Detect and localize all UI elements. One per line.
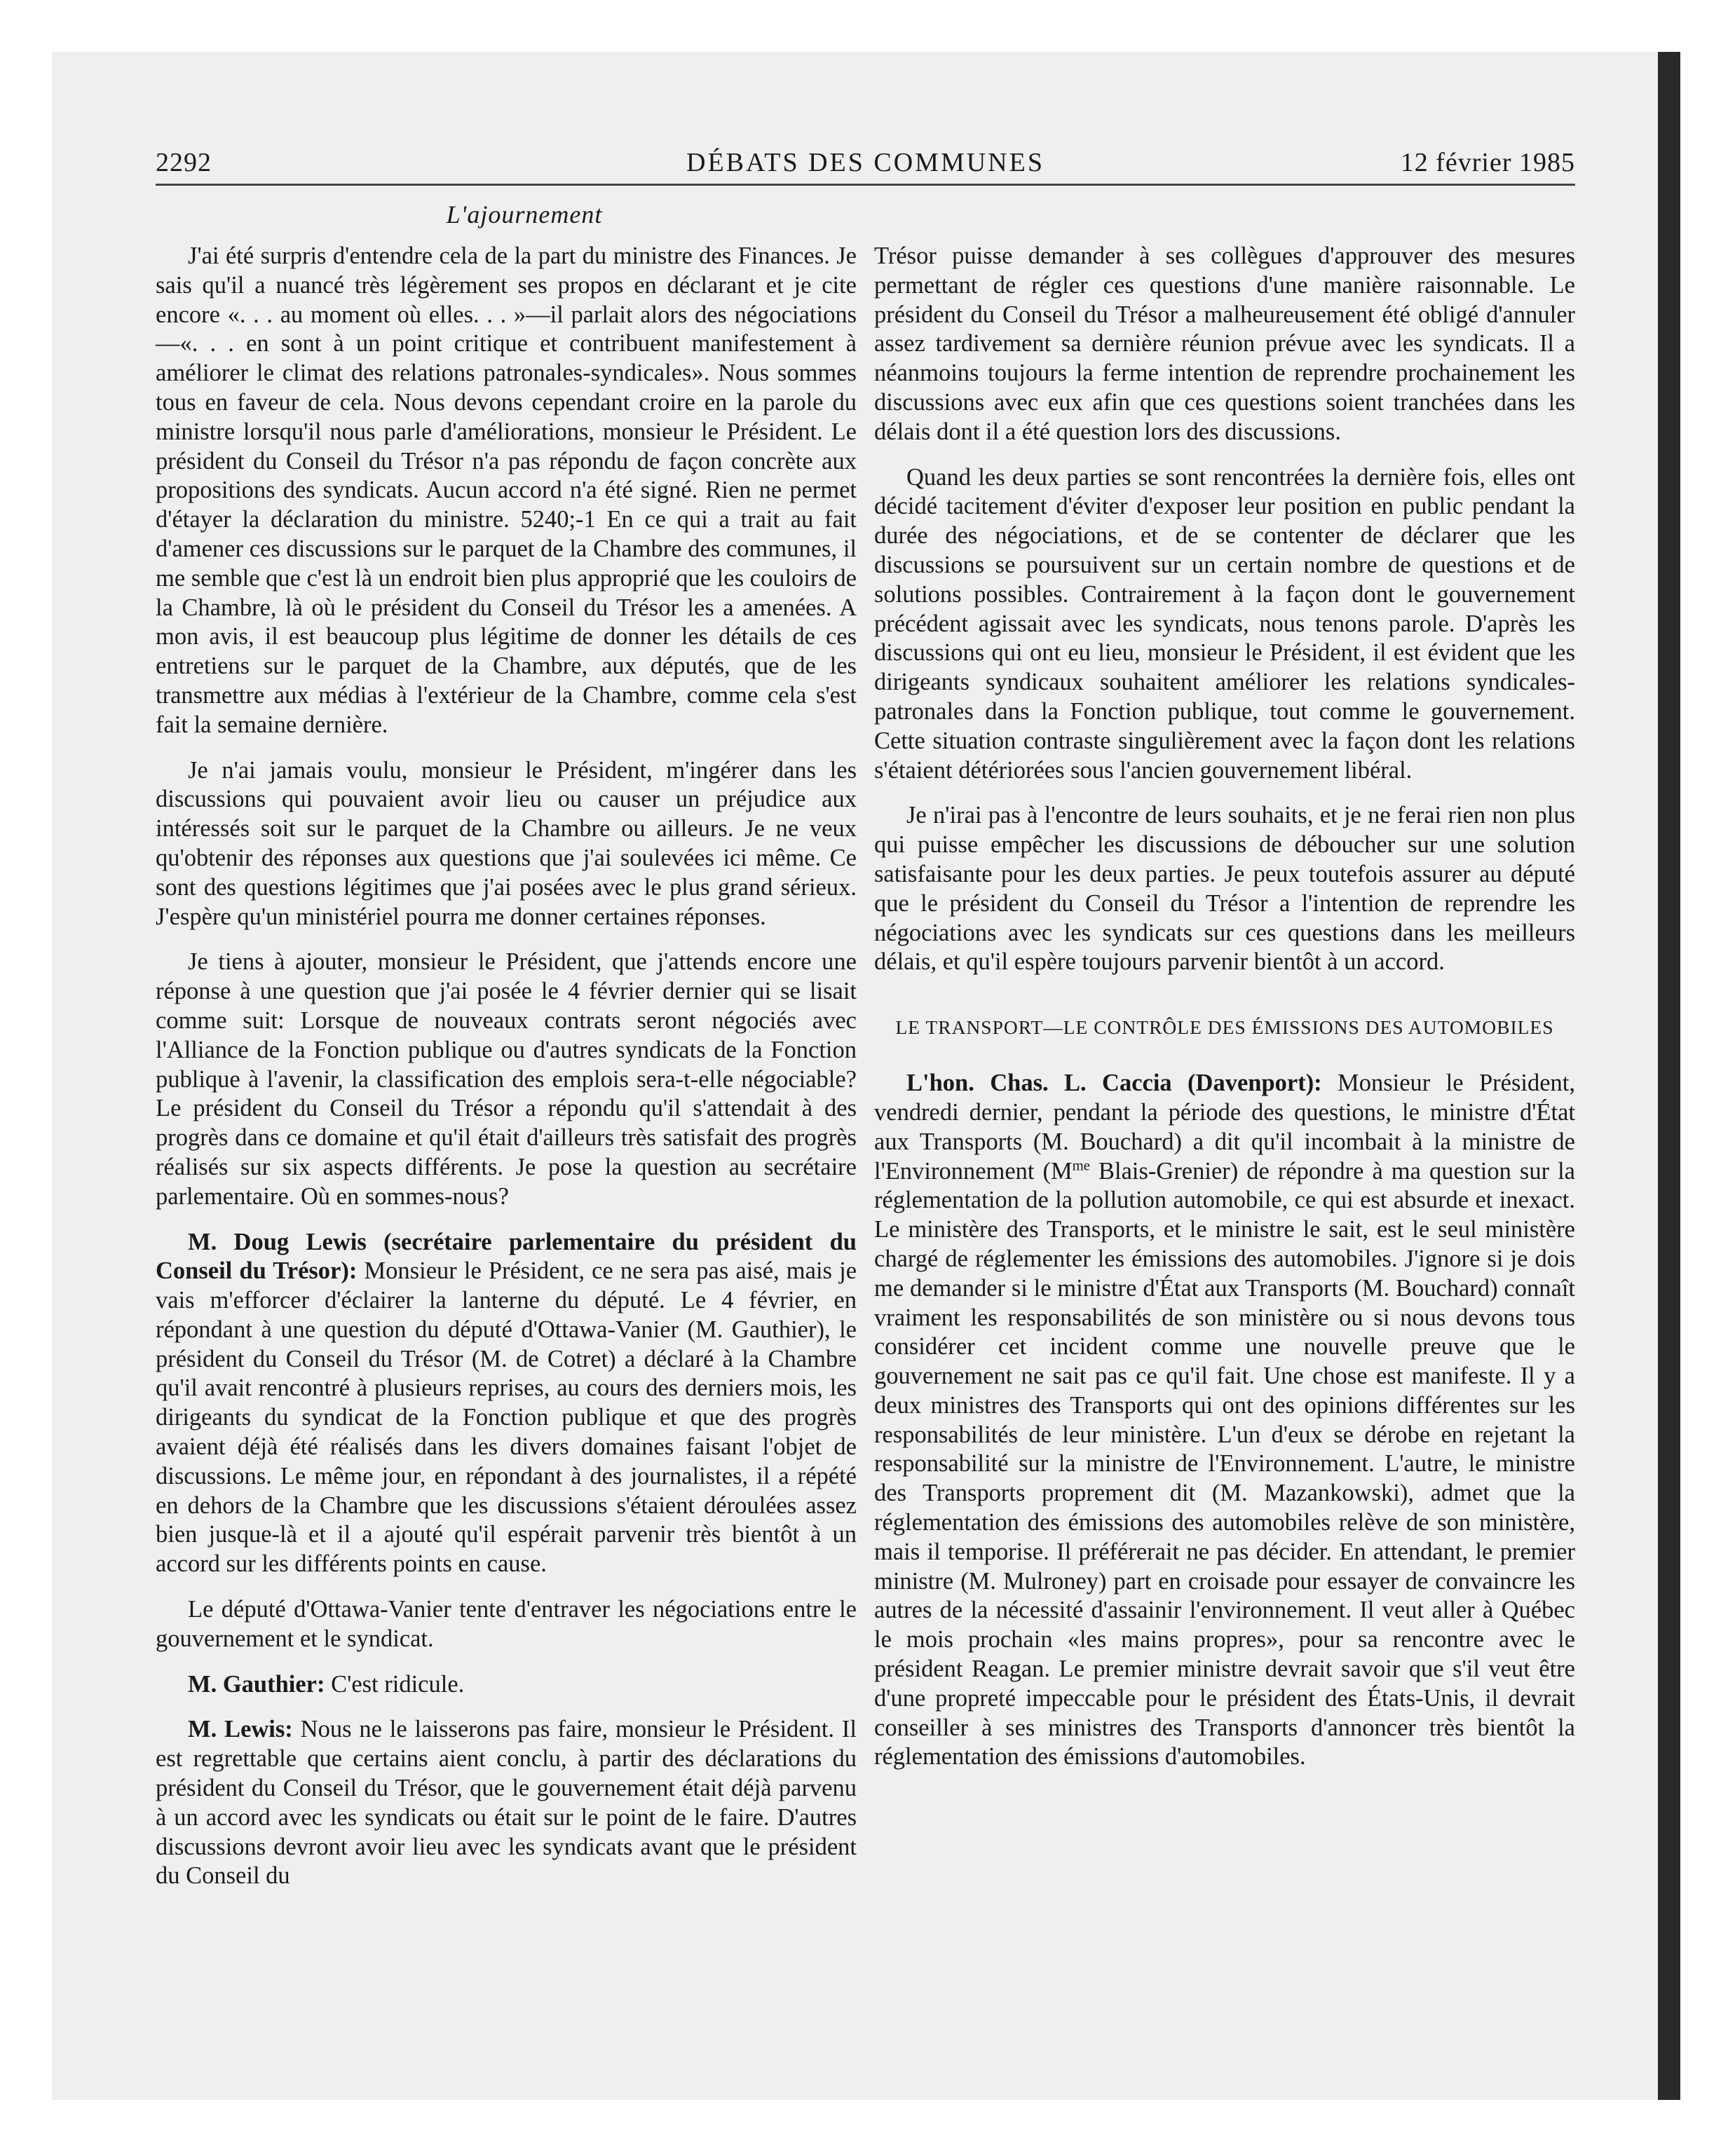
page-date: 12 février 1985 [1400, 148, 1575, 177]
header-rule [156, 184, 1575, 186]
paragraph: Quand les deux parties se sont rencontrées la dernière fois, elles ont décidé tacitement d'éviter d'exposer leur position en public pendant la durée des négociations, et de se contenter de déclarer que les discussions se poursuivent sur un certain nombre de questions et de solutions possibles. Contrairement à la façon dont le gouvernement précédent agissait avec les syndicats, nous tenons parole. D'après les discussions qui ont eu lieu, monsieur le Président, il est évident que les dirigeants syndicaux souhaitent améliorer les relations syndicales-patronales dans la Fonction publique, tout comme le gouvernement. Cette situation contraste singulièrement avec la façon dont les relations s'étaient détériorées sous l'ancien gouvernement libéral. [874, 463, 1575, 784]
speaker-name: M. Lewis: [188, 1716, 293, 1743]
speaker-name: L'hon. Chas. L. Caccia (Davenport): [906, 1070, 1322, 1097]
speech-text: Monsieur le Président, vendredi dernier, pendant la période des questions, le ministre d'État aux Transports (M. Bouchard) a dit qu'il incombait à la ministre de l'Environnement (M [874, 1070, 1575, 1185]
speech-paragraph [874, 1069, 1575, 1772]
speech-text: Nous ne le laisserons pas faire, monsieur le Président. Il est regrettable que certains aient conclu, à partir des déclarations du président du Conseil du Trésor, que le gouvernement était déjà parvenu à un accord avec les syndicats ou était sur le point de le faire. D'autres discussions devront avoir lieu avec les syndicats avant que le président du Conseil du [156, 1716, 857, 1890]
paragraph: Je n'irai pas à l'encontre de leurs souhaits, et je ne ferai rien non plus qui puisse empêcher les discussions de déboucher sur une solution satisfaisante pour les deux parties. Je peux toutefois assurer au député que le président du Conseil du Trésor a l'intention de reprendre les négociations avec les syndicats sur ces questions dans les meilleurs délais, et qu'il espère toujours parvenir bientôt à un accord. [874, 802, 1575, 976]
scan-edge-bar [1658, 52, 1680, 2100]
speaker-name: M. Gauthier: [188, 1670, 325, 1698]
paragraph: Je tiens à ajouter, monsieur le Président, que j'attends encore une réponse à une question que j'ai posée le 4 février dernier qui se lisait comme suit: Lorsque de nouveaux contrats seront négociés avec l'Alliance de la Fonction publique ou d'autres syndicats de la Fonction publique à l'avenir, la classification des emplois sera-t-elle négociable? Le président du Conseil du Trésor a répondu qu'il s'attendait à des progrès dans ce domaine et qu'il était d'ailleurs très satisfait des progrès réalisés sur six aspects différents. Je pose la question au secrétaire parlementaire. Où en sommes-nous? [156, 948, 857, 1210]
right-column [874, 242, 1575, 1788]
left-column [156, 242, 857, 1907]
page-number: 2292 [156, 148, 212, 177]
speech-text: Blais-Grenier) de répondre à ma question sur la réglementation de la pollution automobile, ce qui est absurde et inexact. Le ministère des Transports, et le ministre le sait, est le seul ministère chargé de réglementer les émissions des automobiles. J'ignore si je dois me demander si le ministre d'État aux Transports (M. Bouchard) connaît vraiment les responsabilités de son ministère ou si nous devons tous considérer cet incident comme une nouvelle preuve que le gouvernement ne sait pas ce qu'il fait. Une chose est manifeste. Il y a deux ministres des Transports qui ont des opinions différentes sur les responsabilités de leur ministère. L'un d'eux se dérobe en rejetant la responsabilité sur la ministre de l'Environnement. L'autre, le ministre des Transports proprement dit (M. Mazankowski), admet que la réglementation des émissions des automobiles relève de son ministère, mais il temporise. Il préférerait ne pas décider. En attendant, le premier ministre (M. Mulroney) part en croisade pour essayer de convaincre les autres de la nécessité d'assainir l'environnement. Il veut aller à Québec le mois prochain «les mains propres», pour sa rencontre avec le président Reagan. Le premier ministre devrait savoir que s'il veut être d'une propreté impeccable pour le président des États-Unis, il devrait conseiller à ses ministres des Transports d'annoncer très bientôt la réglementation des émissions d'automobiles. [874, 1157, 1575, 1770]
speech-paragraph [156, 1228, 857, 1580]
section-heading: LE TRANSPORT—LE CONTRÔLE DES ÉMISSIONS DES AUTOMOBILES [895, 1016, 1554, 1039]
speech-paragraph [156, 1715, 857, 1891]
paragraph: Le député d'Ottawa-Vanier tente d'entraver les négociations entre le gouvernement et le syndicat. [156, 1596, 857, 1652]
publication-title: DÉBATS DES COMMUNES [686, 148, 1045, 177]
section-subheading: L'ajournement [446, 200, 603, 228]
speech-text: C'est ridicule. [325, 1670, 465, 1698]
paragraph: Trésor puisse demander à ses collègues d'approuver des mesures permettant de régler ces questions d'une manière raisonnable. Le président du Conseil du Trésor a malheureusement été obligé d'annuler assez tardivement sa dernière réunion prévue avec les syndicats. Il a néanmoins toujours la ferme intention de reprendre prochainement les discussions avec eux afin que ces questions soient tranchées dans les délais dont il a été question lors des discussions. [874, 243, 1575, 445]
speech-paragraph [156, 1670, 857, 1700]
speech-text: Monsieur le Président, ce ne sera pas aisé, mais je vais m'efforcer d'éclairer la lanterne du député. Le 4 février, en répondant à une question du député d'Ottawa-Vanier (M. Gauthier), le président du Conseil du Trésor (M. de Cotret) a déclaré à la Chambre qu'il avait rencontré à plusieurs reprises, au cours des derniers mois, les dirigeants du syndicat de la Fonction publique et que des progrès avaient déjà été réalisés dans les divers domaines faisant l'objet de discussions. Le même jour, en répondant à des journalistes, il a répété en dehors de la Chambre que les discussions s'étaient déroulées assez bien jusque-là et il a ajouté qu'il espérait parvenir très bientôt à un accord sur les différents points en cause. [156, 1257, 857, 1578]
paragraph: Je n'ai jamais voulu, monsieur le Président, m'ingérer dans les discussions qui pouvaient avoir lieu ou causer un préjudice aux intéressés soit sur le parquet de la Chambre ou ailleurs. Je ne veux qu'obtenir des réponses aux questions que j'ai soulevées ici même. Ce sont des questions légitimes que j'ai posées avec le plus grand sérieux. J'espère qu'un ministériel pourra me donner certaines réponses. [156, 756, 857, 930]
page-header [156, 142, 1575, 186]
paragraph: J'ai été surpris d'entendre cela de la part du ministre des Finances. Je sais qu'il a nuancé très légèrement ses propos en déclarant et je cite encore «. . . au moment où elles. . . »—il parlait alors des négociations—«. . . en sont à un point critique et contribuent manifestement à améliorer le climat des relations patronales-syndicales». Nous sommes tous en faveur de cela. Nous devons cependant croire en la parole du ministre lorsqu'il nous parle d'améliorations, monsieur le Président. Le président du Conseil du Trésor n'a pas répondu de façon concrète aux propositions des syndicats. Aucun accord n'a été signé. Rien ne permet d'étayer la déclaration du ministre. 5240;-1 En ce qui a trait au fait d'amener ces discussions sur le parquet de la Chambre des communes, il me semble que c'est là un endroit bien plus approprié que les couloirs de la Chambre, là où le président du Conseil du Trésor les a amenées. A mon avis, il est beaucoup plus légitime de donner les détails de ces entretiens sur le parquet de la Chambre, aux députés, que de les transmettre aux médias à l'extérieur de la Chambre, comme cela s'est fait la semaine dernière. [156, 243, 857, 738]
superscript: me [1072, 1158, 1090, 1174]
speaker-name: M. Doug Lewis (secrétaire parlementaire du président du Conseil du Trésor): [156, 1228, 857, 1285]
